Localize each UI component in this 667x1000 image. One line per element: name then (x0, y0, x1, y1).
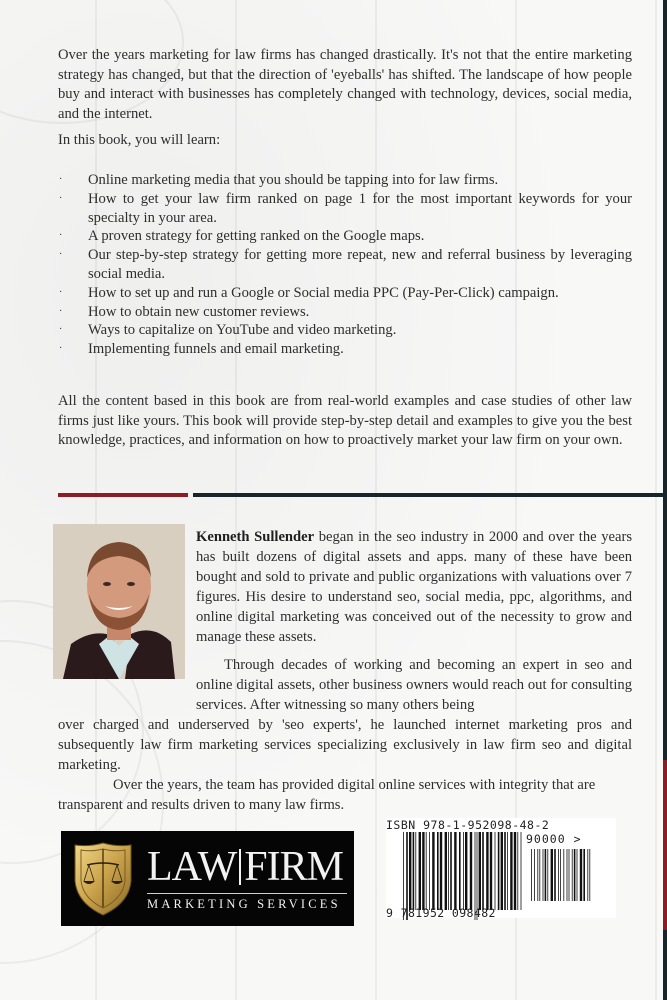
author-bio-1 (196, 527, 632, 647)
law-firm-marketing-logo (61, 831, 354, 926)
bullet-icon: · (59, 286, 63, 298)
barcode-bar (572, 849, 573, 901)
barcode-bar (510, 832, 512, 910)
barcode-bar (429, 832, 430, 910)
barcode-bar (545, 849, 547, 901)
barcode-bar (580, 849, 582, 901)
addon-barcode-bars (531, 849, 591, 911)
barcode-bar (413, 832, 415, 910)
author-portrait-illustration (53, 524, 185, 679)
barcode-bar (437, 832, 439, 910)
list-item (59, 340, 632, 359)
logo-divider (239, 849, 241, 885)
barcode-bar (490, 832, 492, 910)
logo-word-firm: FIRM (244, 844, 343, 890)
barcode-bar (482, 832, 484, 910)
barcode-bar (507, 832, 508, 910)
cover-edge-strip-red (663, 760, 667, 930)
list-item-text: How to set up and run a Google or Social media PPC (Pay-Per-Click) campaign. (88, 284, 559, 301)
list-item (59, 303, 632, 322)
author-photo (53, 524, 185, 679)
barcode-bar (551, 849, 553, 901)
list-item-text: Ways to capitalize on YouTube and video marketing. (88, 322, 397, 339)
list-item (59, 246, 632, 284)
summary-paragraph: All the content based in this book are from real-world examples and case studies of other law firms just like yours. This book will provide step-by-step detail and examples to give you the best knowledge, practices, and information on how to proactively market your law firm on your own. (58, 393, 632, 448)
barcode-bar (445, 832, 447, 910)
barcode-bar (479, 832, 481, 910)
barcode-bar (440, 832, 442, 910)
barcode-bar (577, 849, 578, 901)
list-item-text: Online marketing media that you should be tapping into for law firms. (88, 172, 499, 188)
bullet-icon: · (59, 324, 63, 336)
author-bio-4: Over the years, the team has provided digital online services with integrity that are transparent and results driven to many law firms. (58, 777, 596, 813)
barcode-bar (415, 832, 416, 910)
price-marker: > (573, 832, 582, 846)
learn-heading: In this book, you will learn: (58, 132, 221, 148)
barcode-bar (539, 849, 540, 901)
barcode-bar (498, 832, 500, 910)
barcode-bar (409, 832, 411, 910)
barcode-bar (583, 849, 585, 901)
barcode-bar (560, 849, 561, 901)
barcode-bar (563, 849, 564, 901)
logo-title (147, 845, 347, 889)
barcode-bar (558, 849, 559, 901)
author-name: Kenneth Sullender (196, 529, 315, 545)
logo-tagline: MARKETING SERVICES (147, 897, 341, 911)
barcode-bar (463, 832, 464, 910)
bullet-icon: · (59, 343, 63, 355)
intro-paragraph: Over the years marketing for law firms has changed drastically. It's not that the entire marketing strategy has changed, but that the direction of 'eyeballs' has shifted. The landscape of how people buy and interact with businesses has completely changed with technology, devices, social media, and the internet. (58, 47, 632, 122)
isbn-label: ISBN 978-1-952098-48-2 (386, 818, 550, 832)
barcode-bar (547, 849, 548, 901)
barcode-bar (543, 849, 544, 901)
barcode-bar (419, 832, 421, 910)
ean-digits: 9 781952 098482 (386, 906, 496, 920)
barcode-bar (567, 849, 568, 901)
barcode-bar (521, 832, 522, 910)
list-item (59, 321, 632, 340)
list-item (59, 227, 632, 246)
list-item (59, 284, 632, 303)
barcode-bar (459, 832, 461, 910)
barcode-bar (470, 832, 472, 910)
list-item-text: How to obtain new customer reviews. (88, 303, 310, 320)
divider-dark (193, 493, 667, 497)
barcode-bar (501, 832, 503, 910)
barcode-bar (486, 832, 488, 910)
bullet-icon: · (59, 230, 63, 242)
scales-of-justice-shield-icon (71, 841, 135, 917)
list-item-text: Our step-by-step strategy for getting more repeat, new and referral business by leveraging social media. (88, 247, 632, 282)
isbn-barcode (386, 818, 616, 918)
barcode-bar (432, 832, 434, 910)
barcode-bar (448, 832, 449, 910)
barcode-bar (450, 832, 452, 910)
list-item-text: A proven strategy for getting ranked on the Google maps. (88, 228, 425, 245)
list-item-text: Implementing funnels and email marketing. (88, 341, 344, 358)
barcode-bar (426, 832, 427, 910)
list-item (59, 190, 632, 228)
logo-wordmark (147, 845, 347, 912)
learn-list (59, 171, 632, 359)
barcode-bar (589, 849, 590, 901)
author-bio-3: over charged and underserved by 'seo experts', he launched internet marketing pros and subsequently law firm marketing services specializing exclusively in law firm seo and digital marketing. (58, 717, 632, 773)
barcode-bar (422, 832, 424, 910)
barcode-bar (574, 849, 576, 901)
barcode-bar (465, 832, 467, 910)
list-item (59, 171, 632, 190)
author-bio-2: Through decades of working and becoming an expert in seo and online digital assets, other business owners would reach out for consulting services. After witnessing so many others being (196, 657, 632, 713)
barcode-bar (454, 832, 456, 910)
bullet-icon: · (59, 192, 63, 204)
divider-red (58, 493, 188, 497)
barcode-bar (537, 849, 538, 901)
bullet-icon: · (59, 174, 63, 185)
barcode-bar (495, 832, 496, 910)
barcode-bar (531, 849, 532, 901)
list-item-text: How to get your law firm ranked on page 1 for the most important keywords for your specialty in your area. (88, 190, 632, 226)
price-code (526, 832, 582, 846)
author-bio-1-text: began in the seo industry in 2000 and over the years has built dozens of digital assets and apps. many of these have been bought and sold to private and public organizations with valuations over 7 figures. His desire to understand seo, social media, ppc, algorithms, and online digital marketing was conceived out of the necessity to grow and manage these assets. (196, 529, 633, 645)
bullet-icon: · (59, 305, 63, 317)
barcode-bar (504, 832, 506, 910)
barcode-bar (534, 849, 535, 901)
price-code-value: 90000 (526, 832, 566, 846)
barcode-bar (587, 849, 588, 901)
logo-underline (147, 893, 347, 894)
logo-word-law: LAW (147, 844, 237, 890)
barcode-bar (554, 849, 556, 901)
barcode-bar (569, 849, 570, 901)
barcode-bar (514, 832, 516, 910)
bullet-icon: · (59, 249, 63, 261)
barcode-bar (517, 832, 518, 910)
